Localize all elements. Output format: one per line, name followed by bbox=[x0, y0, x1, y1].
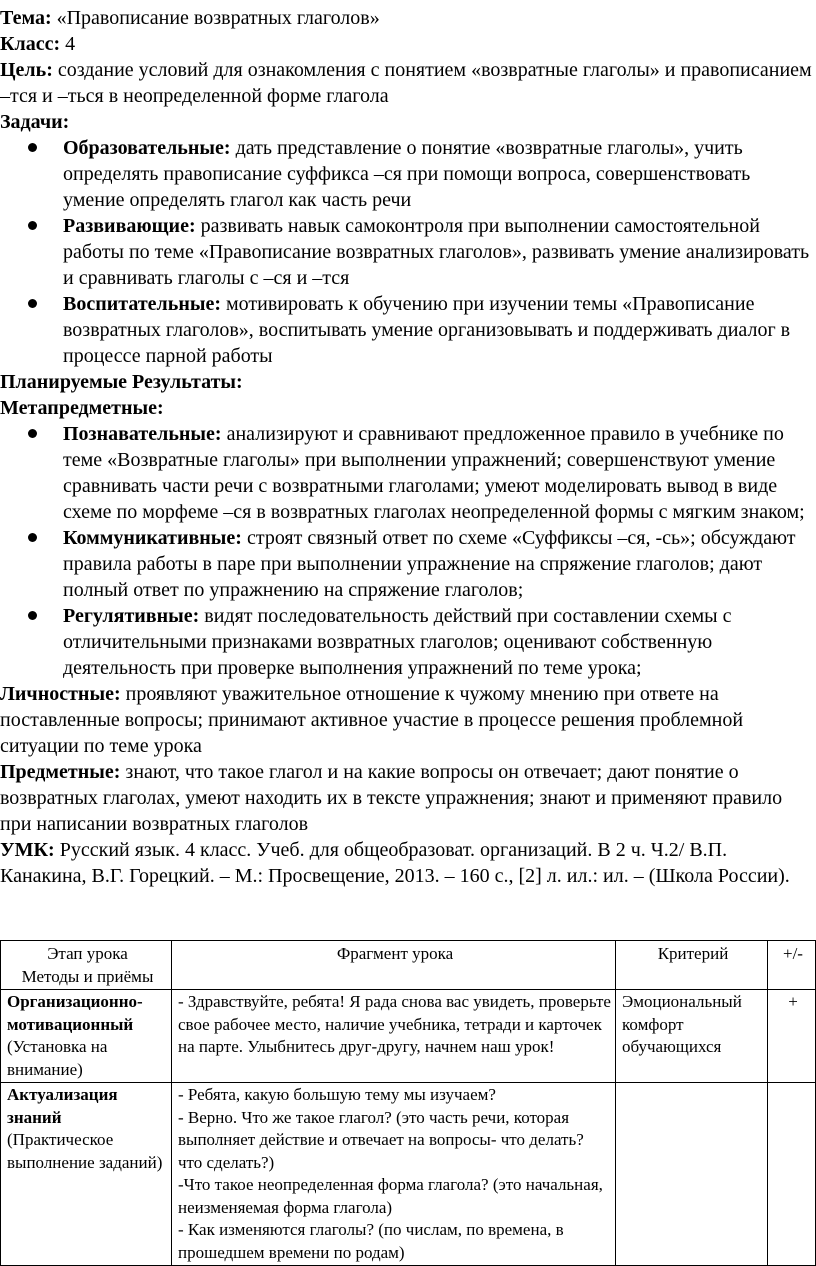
lesson-plan-header bbox=[0, 5, 814, 889]
bullet-icon bbox=[28, 429, 37, 438]
bullet-icon bbox=[28, 533, 37, 542]
header-criterion: Критерий bbox=[616, 941, 768, 990]
fragment-line: - Как изменяются глаголы? (по числам, по времена, в прошедшем времени по родам) bbox=[178, 1220, 564, 1262]
topic-label: Тема: bbox=[0, 7, 52, 29]
grade-value: 4 bbox=[60, 33, 76, 55]
task-text: развивать навык самоконтроля при выполнении самостоятельной работы по теме «Правописание возвратных глаголов», развивать умение анализировать и сравнивать глаголы с –ся и –тся bbox=[63, 215, 810, 289]
bullet-icon bbox=[28, 143, 37, 152]
table-header-row bbox=[1, 941, 816, 990]
bullet-icon bbox=[28, 299, 37, 308]
tasks-list bbox=[0, 135, 814, 369]
goal-line bbox=[0, 57, 814, 109]
personal-label: Личностные: bbox=[0, 683, 121, 705]
meta-results-list bbox=[0, 421, 814, 681]
meta-label: Познавательные: bbox=[63, 423, 222, 445]
fragment-line: - Ребята, какую большую тему мы изучаем? bbox=[178, 1085, 496, 1104]
bullet-icon bbox=[28, 221, 37, 230]
meta-item-communicative bbox=[0, 525, 814, 603]
stage-cell bbox=[1, 990, 172, 1083]
table-row bbox=[1, 990, 816, 1083]
task-item-developmental bbox=[0, 213, 814, 291]
header-stage: Этап урока Методы и приёмы bbox=[1, 941, 172, 990]
criterion-cell bbox=[616, 1083, 768, 1266]
personal-results bbox=[0, 681, 814, 759]
subject-text: знают, что такое глагол и на какие вопросы он отвечает; дают понятие о возвратных глаголах, умеют находить их в тексте упражнения; знают и применяют правило при написании возвратных глаголов bbox=[0, 761, 783, 835]
topic-line bbox=[0, 5, 814, 31]
personal-text: проявляют уважительное отношение к чужому мнению при ответе на поставленные вопросы; принимают активное участие в процессе решения проблемной ситуации по теме урока bbox=[0, 683, 744, 757]
task-item-educational bbox=[0, 135, 814, 213]
goal-label: Цель: bbox=[0, 59, 53, 81]
stage-cell bbox=[1, 1083, 172, 1266]
subject-results bbox=[0, 759, 814, 837]
meta-label: Регулятивные: bbox=[63, 605, 200, 627]
stage-name: Организационно-мотивационный bbox=[7, 992, 143, 1034]
meta-text: анализируют и сравнивают предложенное правило в учебнике по теме «Возвратные глаголы» при выполнении упражнений; совершенствуют умение сравнивать части речи с возвратными глаголами; умеют моделировать вывод в виде схеме по морфеме –ся в возвратных глаголах неопределенной формы с мягким знаком; bbox=[63, 423, 805, 523]
stage-method: (Практическое выполнение заданий) bbox=[7, 1130, 163, 1172]
results-heading: Планируемые Результаты: bbox=[0, 371, 243, 393]
task-text: дать представление о понятие «возвратные глаголы», учить определять правописание суффикса –ся при помощи вопроса, совершенствовать умение определять глагол как часть речи bbox=[63, 137, 751, 211]
lesson-table bbox=[0, 940, 816, 1266]
meta-heading: Метапредметные: bbox=[0, 397, 164, 419]
meta-item-regulatory bbox=[0, 603, 814, 681]
table-row bbox=[1, 1083, 816, 1266]
stage-method: (Установка на внимание) bbox=[7, 1037, 108, 1079]
grade-line bbox=[0, 31, 814, 57]
fragment-cell bbox=[172, 990, 616, 1083]
header-fragment: Фрагмент урока bbox=[172, 941, 616, 990]
grade-label: Класс: bbox=[0, 33, 61, 55]
fragment-line: -Что такое неопределенная форма глагола? (это начальная, неизменяемая форма глагола) bbox=[178, 1175, 603, 1217]
topic-value: «Правописание возвратных глаголов» bbox=[51, 7, 380, 29]
umk-line bbox=[0, 837, 814, 889]
meta-label: Коммуникативные: bbox=[63, 527, 242, 549]
task-label: Развивающие: bbox=[63, 215, 196, 237]
umk-text: Русский язык. 4 класс. Учеб. для общеобразоват. организаций. В 2 ч. Ч.2/ В.П. Канакина, В.Г. Горецкий. – М.: Просвещение, 2013. – 160 с., [2] л. ил.: ил. – (Школа России). bbox=[0, 839, 790, 887]
task-item-upbringing bbox=[0, 291, 814, 369]
bullet-icon bbox=[28, 611, 37, 620]
criterion-cell: Эмоциональный комфорт обучающихся bbox=[616, 990, 768, 1083]
goal-value: создание условий для ознакомления с понятием «возвратные глаголы» и правописанием –тся и –ться в неопределенной форме глагола bbox=[0, 59, 812, 107]
task-text: мотивировать к обучению при изучении темы «Правописание возвратных глаголов», воспитывать умение организовывать и поддерживать диалог в процессе парной работы bbox=[63, 293, 791, 367]
task-label: Воспитательные: bbox=[63, 293, 221, 315]
fragment-cell bbox=[172, 1083, 616, 1266]
mark-cell bbox=[768, 1083, 816, 1266]
stage-name: Актуализация знаний bbox=[7, 1085, 118, 1127]
mark-cell: + bbox=[768, 990, 816, 1083]
tasks-heading: Задачи: bbox=[0, 111, 70, 133]
task-label: Образовательные: bbox=[63, 137, 231, 159]
subject-label: Предметные: bbox=[0, 761, 121, 783]
meta-item-cognitive bbox=[0, 421, 814, 525]
header-mark: +/- bbox=[768, 941, 816, 990]
fragment-line: - Здравствуйте, ребята! Я рада снова вас увидеть, проверьте свое рабочее место, наличие учебника, тетради и карточек на парте. Улыбнитесь друг-другу, начнем наш урок! bbox=[178, 992, 611, 1056]
meta-text: видят последовательность действий при составлении схемы с отличительными признаками возвратных глаголов; оценивают собственную деятельность при проверке выполнения упражнений по теме урока; bbox=[63, 605, 732, 679]
meta-text: строят связный ответ по схеме «Суффиксы –ся, -сь»; обсуждают правила работы в паре при выполнении упражнение на спряжение глаголов; дают полный ответ по упражнению на спряжение глаголов; bbox=[63, 527, 796, 601]
fragment-line: - Верно. Что же такое глагол? (это часть речи, которая выполняет действие и отвечает на вопросы- что делать? что сделать?) bbox=[178, 1107, 584, 1172]
umk-label: УМК: bbox=[0, 839, 55, 861]
